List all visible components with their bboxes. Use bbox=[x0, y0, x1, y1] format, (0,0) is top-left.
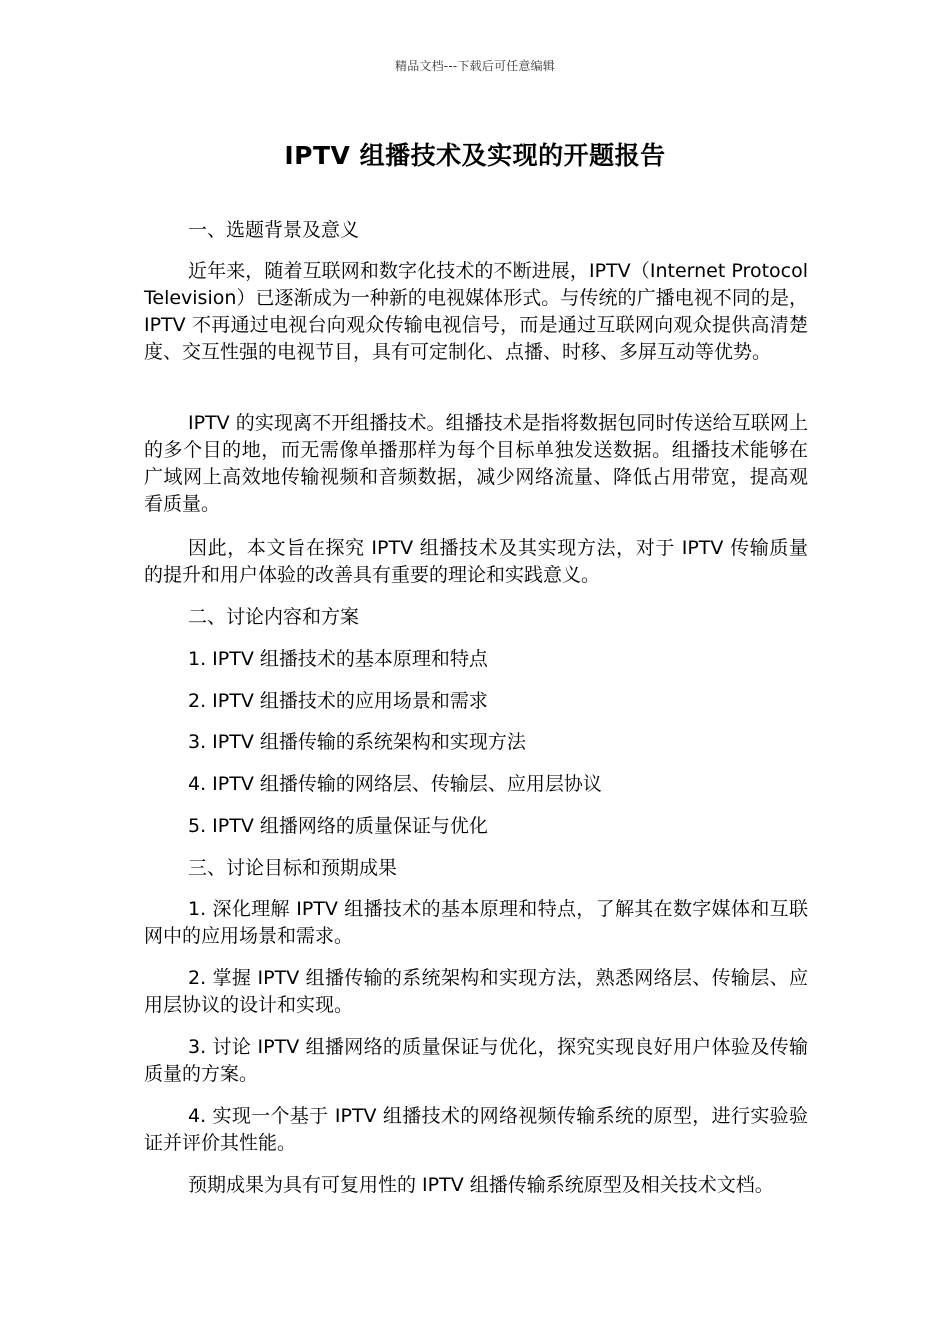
content-item-3: 3. IPTV 组播传输的系统架构和实现方法 bbox=[188, 731, 526, 753]
page-title: IPTV 组播技术及实现的开题报告 bbox=[284, 141, 666, 170]
goal-text: 3. 讨论 IPTV 组播网络的质量保证与优化，探究实现良好用户体验及传输质量的方案。 bbox=[144, 1036, 808, 1085]
content-item-5: 5. IPTV 组播网络的质量保证与优化 bbox=[188, 815, 488, 837]
goal-text: 1. 深化理解 IPTV 组播技术的基本原理和特点，了解其在数字媒体和互联网中的应用场景和需求。 bbox=[144, 898, 808, 947]
goal-item-3 bbox=[144, 1034, 808, 1088]
section-heading-goals: 三、讨论目标和预期成果 bbox=[188, 857, 398, 879]
section-heading-background: 一、选题背景及意义 bbox=[188, 219, 360, 241]
goal-item-4 bbox=[144, 1103, 808, 1157]
content-item-4: 4. IPTV 组播传输的网络层、传输层、应用层协议 bbox=[188, 773, 602, 795]
goal-item-1 bbox=[144, 896, 808, 950]
content-item-2: 2. IPTV 组播技术的应用场景和需求 bbox=[188, 690, 488, 712]
header-note: 精品文档---下载后可任意编辑 bbox=[395, 59, 555, 73]
goal-item-2 bbox=[144, 965, 808, 1019]
paragraph-text: 近年来，随着互联网和数字化技术的不断进展，IPTV（Internet Protocol Television）已逐渐成为一种新的电视媒体形式。与传统的广播电视不同的是，IPTV 不再通过电视台向观众传输电视信号，而是通过互联网向观众提供高清楚度、交互性强的电视节目，具有可定制化、点播、时移、多屏互动等优势。 bbox=[144, 260, 808, 363]
section-heading-content: 二、讨论内容和方案 bbox=[188, 606, 360, 628]
paragraph-text: IPTV 的实现离不开组播技术。组播技术是指将数据包同时传送给互联网上的多个目的地，而无需像单播那样为每个目标单独发送数据。组播技术能够在广域网上高效地传输视频和音频数据，减少网络流量、降低占用带宽，提高观看质量。 bbox=[144, 412, 808, 515]
goal-text: 2. 掌握 IPTV 组播传输的系统架构和实现方法，熟悉网络层、传输层、应用层协议的设计和实现。 bbox=[144, 967, 808, 1016]
paragraph-background-1 bbox=[144, 258, 808, 366]
content-item-1: 1. IPTV 组播技术的基本原理和特点 bbox=[188, 648, 488, 670]
paragraph-text: 因此，本文旨在探究 IPTV 组播技术及其实现方法，对于 IPTV 传输质量的提升和用户体验的改善具有重要的理论和实践意义。 bbox=[144, 537, 808, 586]
paragraph-background-3 bbox=[144, 535, 808, 589]
goal-text: 4. 实现一个基于 IPTV 组播技术的网络视频传输系统的原型，进行实验验证并评价其性能。 bbox=[144, 1105, 808, 1154]
expected-outcome: 预期成果为具有可复用性的 IPTV 组播传输系统原型及相关技术文档。 bbox=[188, 1174, 774, 1196]
paragraph-background-2 bbox=[144, 410, 808, 518]
